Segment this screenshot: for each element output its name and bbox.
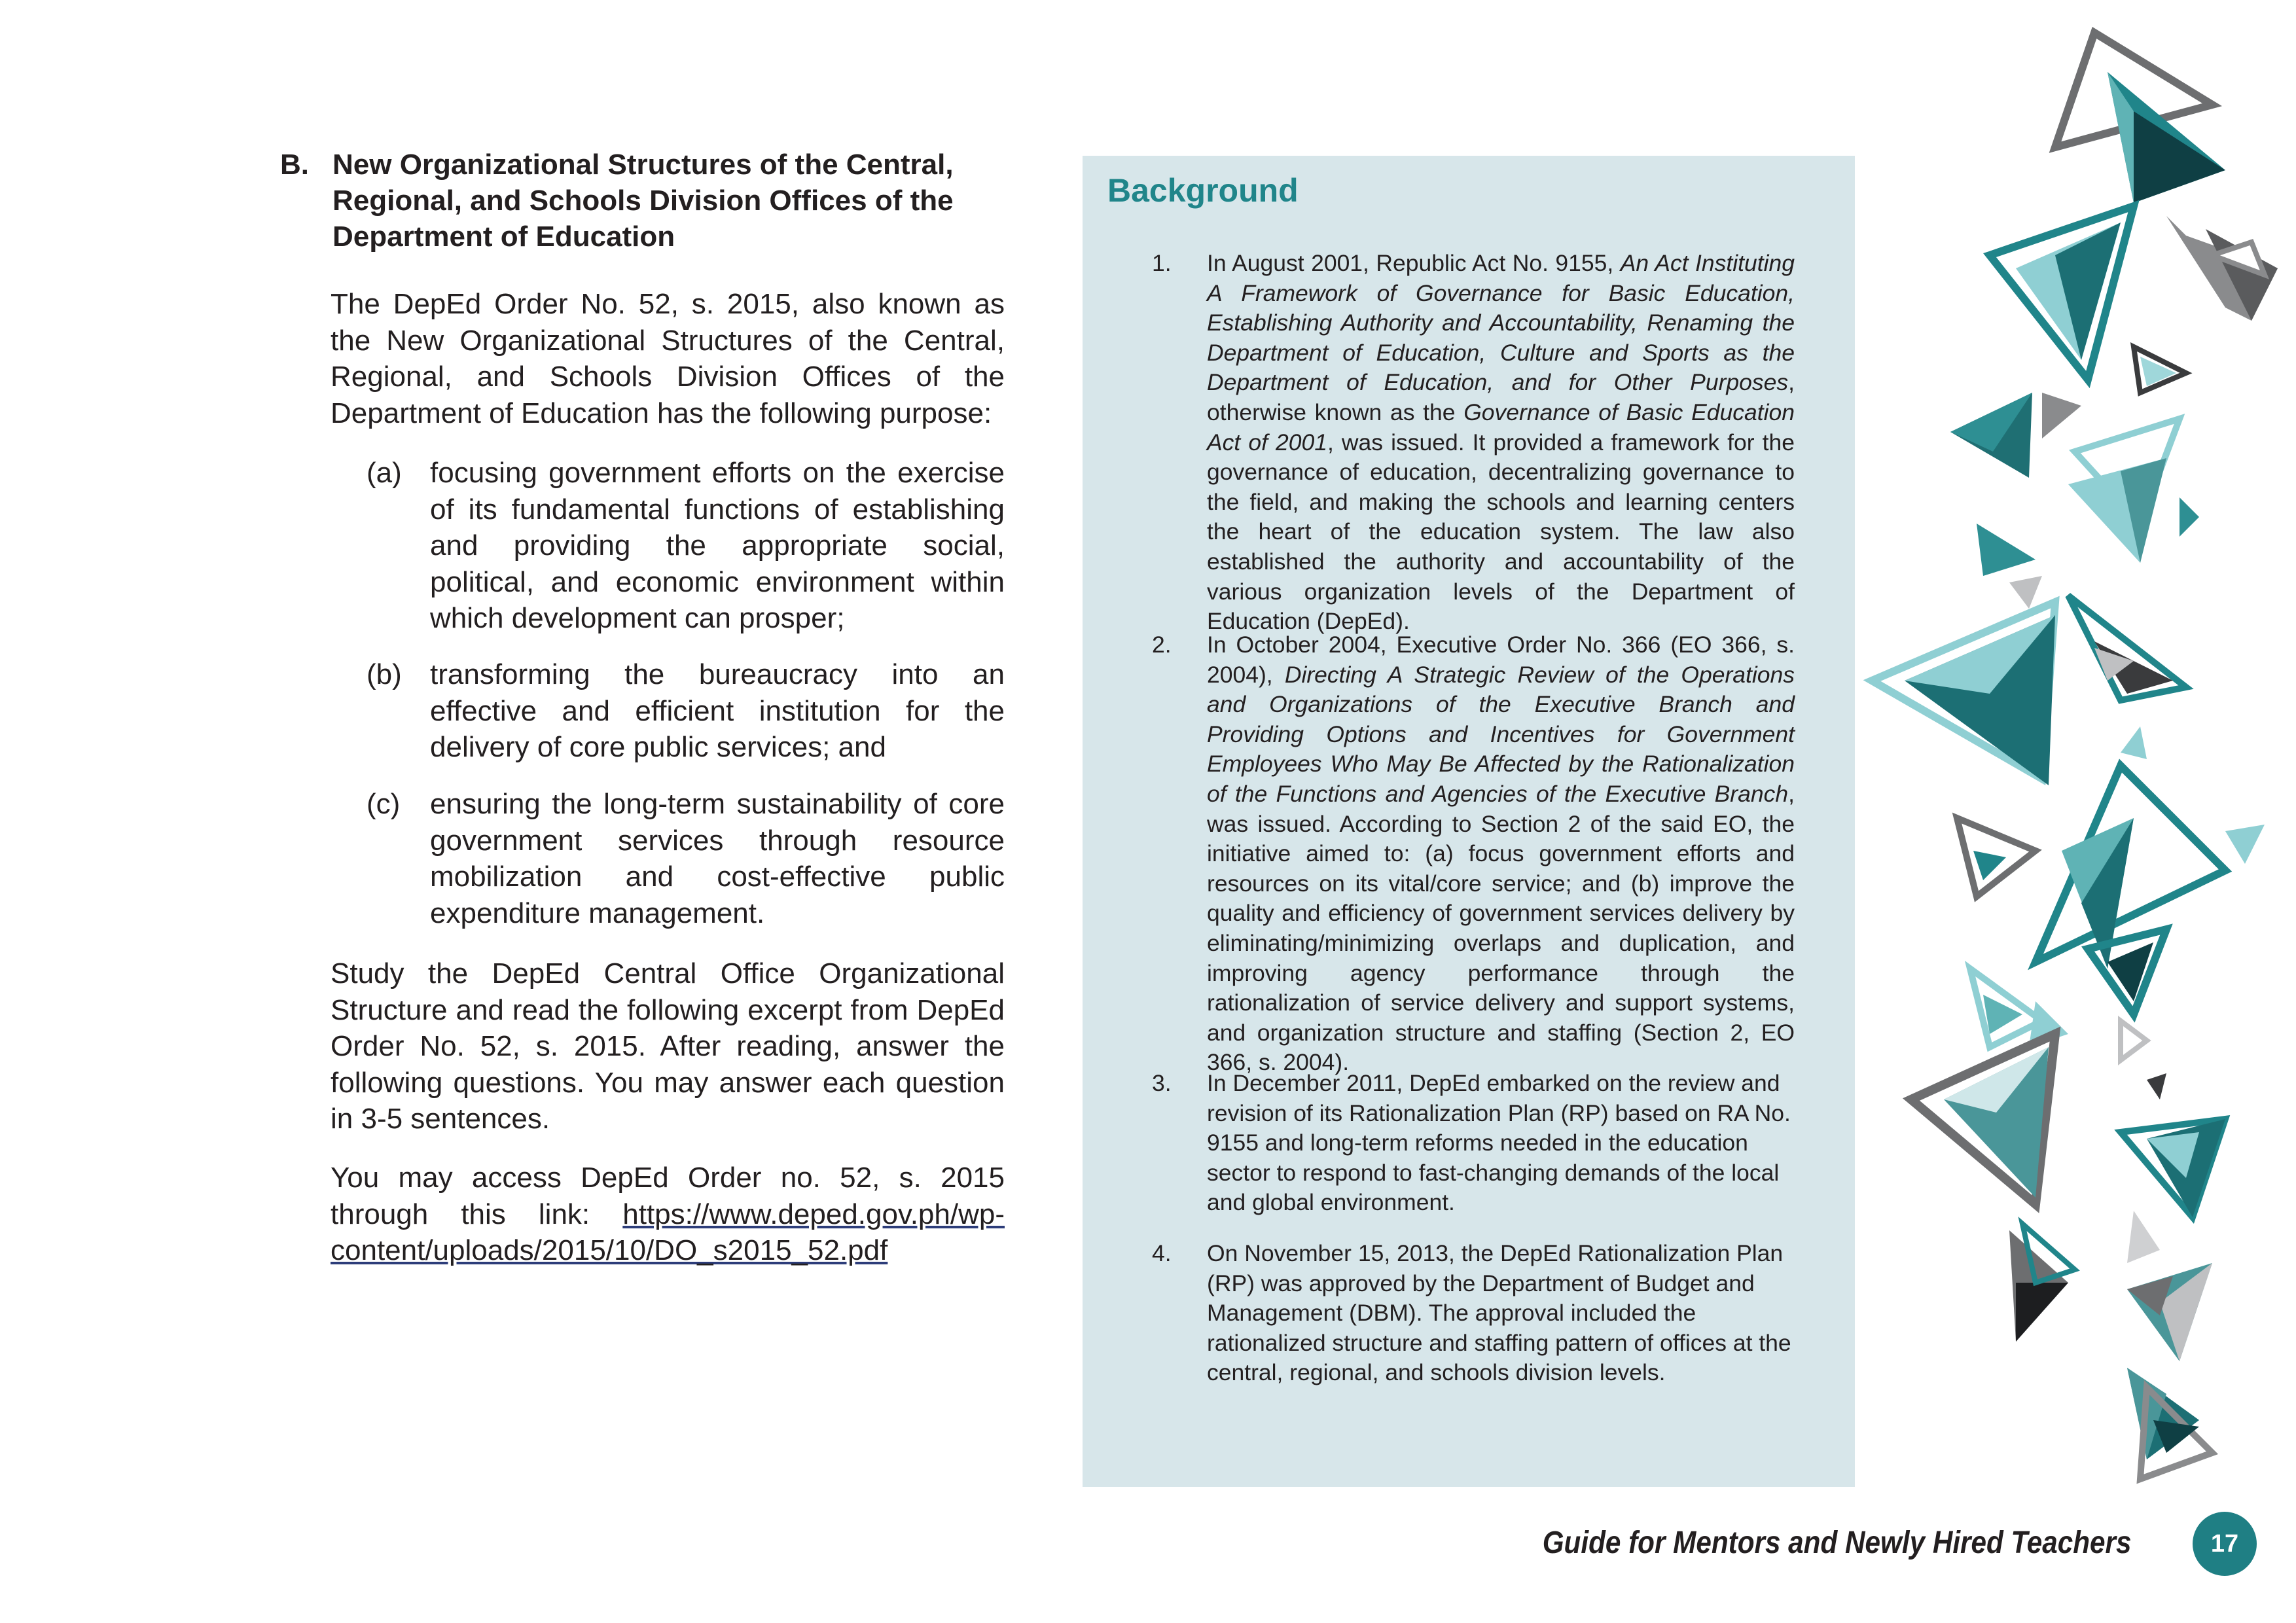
italic-title-text: Directing A Strategic Review of the Operations and Organizations of the Executive Branch and Providing Options and Incentives for Government Employees Who May Be Affected by the Rationalization of the Functions and Agencies of the Executive Branch [1207, 661, 1795, 807]
body-text: In December 2011, DepEd embarked on the review and revision of its Rationalization Plan (RP) based on RA No. 9155 and long-term reforms needed in the education sector to respond to fast-changing demands of the local and global environment. [1207, 1070, 1791, 1216]
item-body [1207, 1239, 1795, 1388]
body-text: In October 2004, Executive Order No. 366 (EO 366, s. 2004), [1207, 632, 1795, 688]
body-text: On November 15, 2013, the DepEd Rationalization Plan (RP) was approved by the Department of Budget and Management (DBM). The approval included the rationalized structure and staffing pattern of offices at the central, regional, and schools division levels. [1207, 1240, 1791, 1386]
purpose-text: transforming the bureaucracy into an effective and efficient institution for the delivery of core public services; and [430, 658, 1005, 763]
section-title: New Organizational Structures of the Central, Regional, and Schools Division Offices of the Department of Education [332, 149, 954, 253]
item-body [1207, 249, 1795, 637]
italic-title-text: Governance of Basic Education Act of 2001 [1207, 399, 1795, 455]
footer-title: Guide for Mentors and Newly Hired Teachers [1542, 1525, 2131, 1560]
purpose-text: ensuring the long-term sustainability of core government services through resource mobilization and cost-effective public expenditure management. [430, 788, 1005, 929]
purpose-label: (a) [367, 457, 402, 489]
study-paragraph: Study the DepEd Central Office Organizational Structure and read the following excerpt from DepEd Order No. 52, s. 2015. After reading, answer the following questions. You may answer each question in 3-5 sentences. [331, 957, 1005, 1135]
decorative-triangles [1859, 0, 2296, 1571]
intro-paragraph: The DepEd Order No. 52, s. 2015, also known as the New Organizational Structures of the Central, Regional, and Schools Division Offices of the Department of Education has the following purpose: [331, 288, 1005, 429]
deped-order-link[interactable]: https://www.deped.gov.ph/wp-content/uploads/2015/10/DO_s2015_52.pdf [331, 1198, 1005, 1266]
item-number: 1. [1152, 250, 1172, 276]
italic-title-text: An Act Instituting A Framework of Governance for Basic Education, Establishing Authority and Accountability, Renaming the Department of Education, Culture and Sports as the Department of Education, and for Other Purposes [1207, 250, 1795, 396]
purpose-label: (b) [367, 658, 402, 690]
item-number: 2. [1152, 632, 1172, 658]
background-title: Background [1107, 172, 1299, 209]
section-letter: B. [280, 149, 309, 181]
item-body [1207, 1069, 1795, 1218]
body-text: In August 2001, Republic Act No. 9155, [1207, 250, 1621, 276]
body-text: , otherwise known as the [1207, 369, 1795, 425]
body-text: , was issued. It provided a framework for the governance of education, decentralizing governance to the field, and making the schools and learning centers the heart of the education system. The law also established the authority and accountability of the various organization levels of the Department of Education (DepEd). [1207, 429, 1795, 635]
purpose-text: focusing government efforts on the exercise of its fundamental functions of establishing and providing the appropriate social, political, and economic environment within which development can prosper; [430, 457, 1005, 634]
item-number: 3. [1152, 1070, 1172, 1096]
item-number: 4. [1152, 1240, 1172, 1266]
item-body [1207, 630, 1795, 1078]
access-text: You may access DepEd Order no. 52, s. 2015 through this link: [331, 1162, 1005, 1230]
purpose-label: (c) [367, 788, 401, 820]
body-text: , was issued. According to Section 2 of the said EO, the initiative aimed to: (a) focus government efforts and resources on its vital/core service; and (b) improve the quality and efficiency of government services delivery by eliminating/minimizing overlaps and duplication, and improving agency performance through the rationalization of service delivery and support systems, and organization structure and staffing (Section 2, EO 366, s. 2004). [1207, 780, 1795, 1076]
page-number-badge: 17 [2193, 1512, 2257, 1576]
access-paragraph [331, 1160, 1005, 1269]
